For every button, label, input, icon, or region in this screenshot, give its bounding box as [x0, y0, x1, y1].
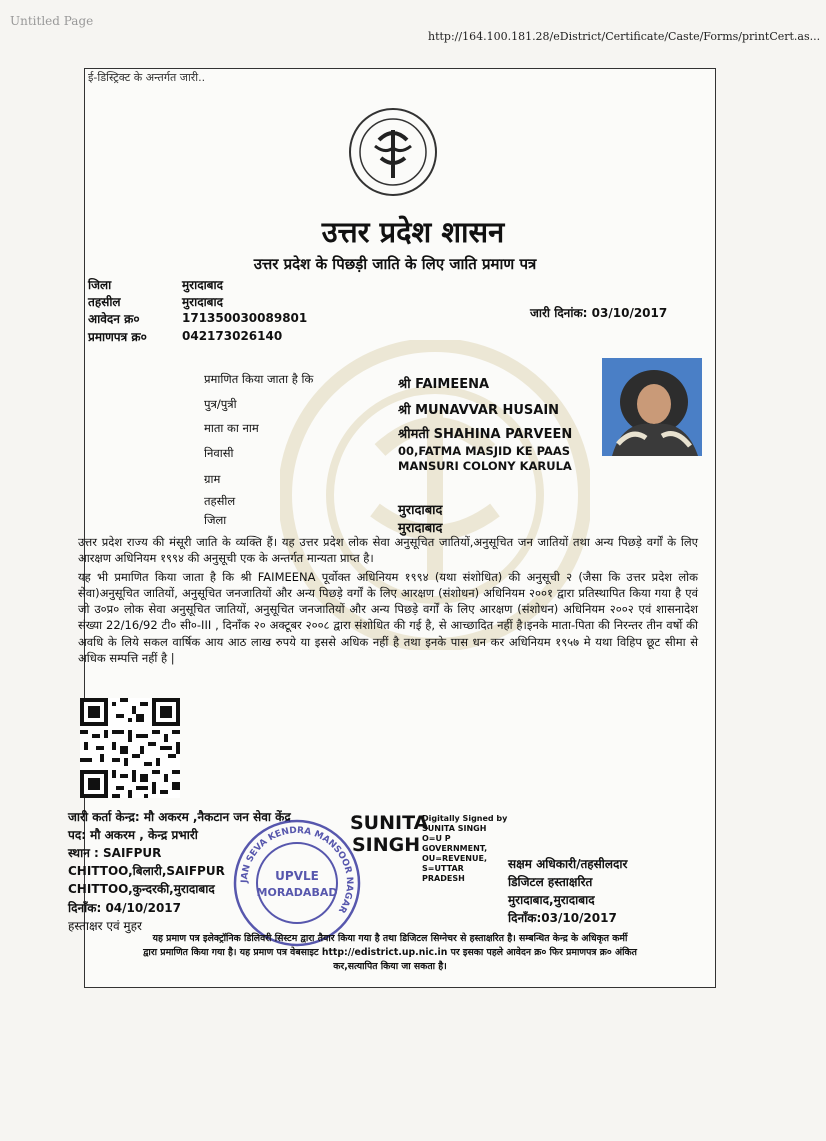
certificate-title: उत्तर प्रदेश शासन: [321, 215, 505, 249]
field-value-tehsil: मुरादाबाद: [398, 503, 443, 518]
issuer-center: जारी कर्ता केन्द्र: मौ अकरम ,नैकटान जन सेवा केंद्र: [68, 810, 291, 824]
meta-value-tehsil: मुरादाबाद: [182, 295, 224, 309]
svg-text:MORADABAD: MORADABAD: [256, 886, 338, 899]
field-label-child-of: पुत्र/पुत्री: [204, 397, 237, 411]
issuer-sign-label: हस्ताक्षर एवं मुहर: [68, 919, 142, 933]
officer-location: मुरादाबाद,मुरादाबाद: [508, 893, 595, 907]
meta-value-application-no: 171350030089801: [182, 311, 308, 325]
official-stamp: [232, 818, 362, 948]
meta-label-district: जिला: [88, 278, 112, 292]
applicant-photo: [602, 358, 702, 456]
issuer-place: स्थान : SAIFPUR: [68, 846, 162, 860]
issue-date: जारी दिनांक: 03/10/2017: [530, 306, 668, 320]
digital-signature-details: Digitally Signed by SUNITA SINGH O=U P GOVERNMENT, OU=REVENUE, S=UTTAR PRADESH: [422, 814, 508, 883]
qr-code: [80, 698, 180, 798]
issued-under-label: ई-डिस्ट्रिक्ट के अन्तर्गत जारी..: [88, 71, 206, 84]
field-label-resident: निवासी: [204, 446, 234, 460]
browser-url: http://164.100.181.28/eDistrict/Certificate/Caste/Forms/printCert.as...: [428, 30, 821, 43]
field-label-certified: प्रमाणित किया जाता है कि: [204, 372, 314, 386]
browser-page-title: Untitled Page: [10, 14, 94, 28]
field-value-address: 00,FATMA MASJID KE PAAS MANSURI COLONY KARULA: [398, 444, 572, 473]
field-value-father: श्री MUNAVVAR HUSAIN: [398, 403, 560, 418]
field-label-mother: माता का नाम: [204, 421, 259, 435]
meta-value-district: मुरादाबाद: [182, 278, 224, 292]
field-label-village: ग्राम: [204, 472, 221, 486]
meta-value-certificate-no: 042173026140: [182, 329, 283, 343]
issuer-designation: पद: मौ अकरम , केन्द्र प्रभारी: [68, 828, 198, 842]
officer-designation: सक्षम अधिकारी/तहसीलदार: [508, 857, 628, 871]
body-paragraph-declaration: यह भी प्रमाणित किया जाता है कि श्री FAIMEENA पूर्वोक्त अधिनियम १९९४ (यथा संशोधित) की अनुसूची २ (जैसा कि उत्तर प्रदेश लोक सेवा)अनुसूचित जातियों, अनुसूचित जनजातियों और अन्य पिछड़े वर्गों के लिए आरक्षण (संशोधन) अधिनियम २००१ द्वारा प्रतिस्थापित किया गया है एवं जो उ०प्र० लोक सेवा अनुसूचित जातियों, अनुसूचित जनजातियों और अन्य पिछड़े वर्गों के लिए आरक्षण (संशोधन) अधिनियम २००२ एवं शासनादेश संख्या 22/16/92 टी० सी०-III , दिनाँक २० अक्टूबर २००८ द्वारा संशोधित की गई है, से आच्छादित नहीं है।इनके माता-पिता की निरन्तर तीन वर्षो की अवधि के लिये सकल वार्षिक आय आठ लाख रुपये या इससे अधिक नहीं है तथा इनके पास धन कर अधिनियम १९५७ मे यथा विहिप छूट सीमा से अधिक सम्पत्ति नहीं है |: [78, 569, 698, 666]
signer-name: SUNITA SINGH: [350, 812, 429, 856]
svg-text:JAN SEVA KENDRA MANSOOR NAGAR: JAN SEVA KENDRA MANSOOR NAGAR: [239, 825, 355, 915]
field-value-name: श्री FAIMEENA: [398, 377, 490, 392]
field-label-district: जिला: [204, 513, 227, 527]
body-paragraph-caste: उत्तर प्रदेश राज्य की मंसूरी जाति के व्यक्ति हैं। यह उत्तर प्रदेश लोक सेवा अनुसूचित जातियों,अनुसूचित जन जातियों तथा अन्य पिछड़े वर्गों के लिए आरक्षण अधिनियम १९९४ की अनुसूची एक के अन्तर्गत मान्यता प्राप्त है।: [78, 535, 698, 566]
meta-label-tehsil: तहसील: [88, 295, 121, 309]
issuer-address-line2: CHITTOO,कुन्दरकी,मुरादाबाद: [68, 882, 215, 896]
field-value-mother: श्रीमती SHAHINA PARVEEN: [398, 427, 573, 442]
officer-date: दिनाँक:03/10/2017: [508, 911, 617, 925]
issuer-date: दिनाँक: 04/10/2017: [68, 901, 182, 915]
up-emblem-icon: [347, 106, 439, 198]
issuer-address-line1: CHITTOO,बिलारी,SAIFPUR: [68, 864, 225, 878]
field-label-tehsil: तहसील: [204, 494, 236, 508]
verification-note: यह प्रमाण पत्र इलेक्ट्रॉनिक डिलिवरी सिस्टम द्वारा तैयार किया गया है तथा डिजिटल सिग्नेचर से हस्ताक्षरित है। सम्बन्धित केन्द्र के अधिकृत कर्मी द्वारा प्रमाणित किया गया है। यह प्रमाण पत्र वेबसाइट http://edistrict.up.nic.in पर इसका पहले आवेदन क्र० फिर प्रमाणपत्र क्र० अंकित कर,सत्यापित किया जा सकता है।: [143, 933, 637, 972]
meta-label-application-no: आवेदन क्र०: [88, 312, 140, 326]
certificate-subtitle: उत्तर प्रदेश के पिछड़ी जाति के लिए जाति प्रमाण पत्र: [253, 255, 537, 273]
meta-label-certificate-no: प्रमाणपत्र क्र०: [88, 330, 147, 344]
certificate-body: [78, 534, 698, 668]
field-value-district: मुरादाबाद: [398, 521, 443, 536]
svg-text:UPVLE: UPVLE: [275, 869, 319, 883]
officer-signed-label: डिजिटल हस्ताक्षरित: [508, 875, 593, 889]
